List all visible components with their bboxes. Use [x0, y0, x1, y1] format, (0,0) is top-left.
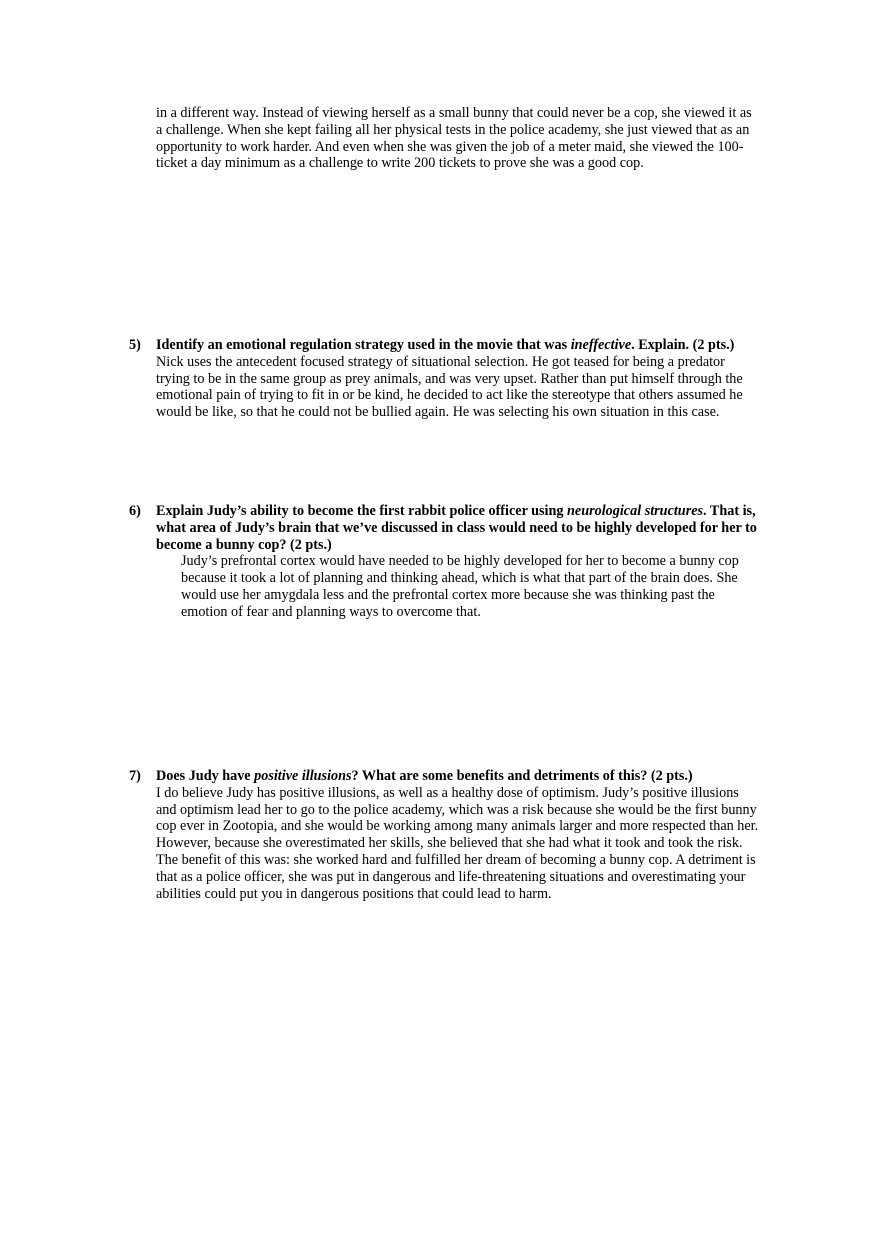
question-6 [129, 503, 759, 621]
question-title-text: Explain Judy’s ability to become the first rabbit police officer using [156, 503, 568, 519]
question-title [156, 503, 759, 553]
question-title-text: Identify an emotional regulation strategy used in the movie that was [156, 337, 571, 353]
question-title-emphasis: neurological structures [567, 503, 704, 519]
question-title-text-end: . That is, what area of Judy’s brain that we’ve discussed in class would need to be highly developed for her to become a bunny cop? (2 pts.) [156, 503, 757, 553]
question-title-text: Does Judy have [156, 768, 255, 784]
question-title-text-end: . Explain. (2 pts.) [631, 337, 735, 353]
answer-text: I do believe Judy has positive illusions, as well as a healthy dose of optimism. Judy’s positive illusions and optimism lead her to go to the police academy, which was a risk because she would be the first bunny cop ever in Zootopia, and she would be working among many animals larger and more respected than her. However, because she overestimated her skills, she believed that she had what it took and took the risk. The benefit of this was: she worked hard and fulfilled her dream of becoming a bunny cop. A detriment is that as a police officer, she was put in dangerous and life-threatening situations and overestimating your abilities could put you in dangerous positions that could lead to harm. [156, 784, 759, 902]
question-number: 7) [129, 768, 141, 784]
question-number: 6) [129, 503, 141, 519]
intro-paragraph [156, 105, 756, 172]
question-title-emphasis: ineffective [570, 337, 632, 353]
question-title [156, 768, 759, 785]
question-title-text-end: ? What are some benefits and detriments of this? (2 pts.) [351, 768, 693, 784]
question-7 [129, 768, 759, 902]
question-5 [129, 337, 759, 421]
answer-text: Judy’s prefrontal cortex would have needed to be highly developed for her to become a bunny cop because it took a lot of planning and thinking ahead, which is what that part of the brain does. She would use her amygdala less and the prefrontal cortex more because she was thinking past the emotion of fear and planning ways to overcome that. [181, 553, 739, 620]
intro-text: in a different way. Instead of viewing herself as a small bunny that could never be a cop, she viewed it as a challenge. When she kept failing all her physical tests in the police academy, she just viewed that as an opportunity to work harder. And even when she was given the job of a meter maid, she viewed the 100-ticket a day minimum as a challenge to write 200 tickets to prove she was a good cop. [156, 105, 752, 172]
question-title-emphasis: positive illusions [254, 768, 352, 784]
question-title [156, 337, 759, 354]
question-number: 5) [129, 337, 141, 353]
answer-text: Nick uses the antecedent focused strategy of situational selection. He got teased for being a predator trying to be in the same group as prey animals, and was very upset. Rather than put himself through the emotional pain of trying to fit in or be kind, he decided to act like the stereotype that others assumed he would be like, so that he could not be bullied again. He was selecting his own situation in this case. [156, 353, 743, 421]
